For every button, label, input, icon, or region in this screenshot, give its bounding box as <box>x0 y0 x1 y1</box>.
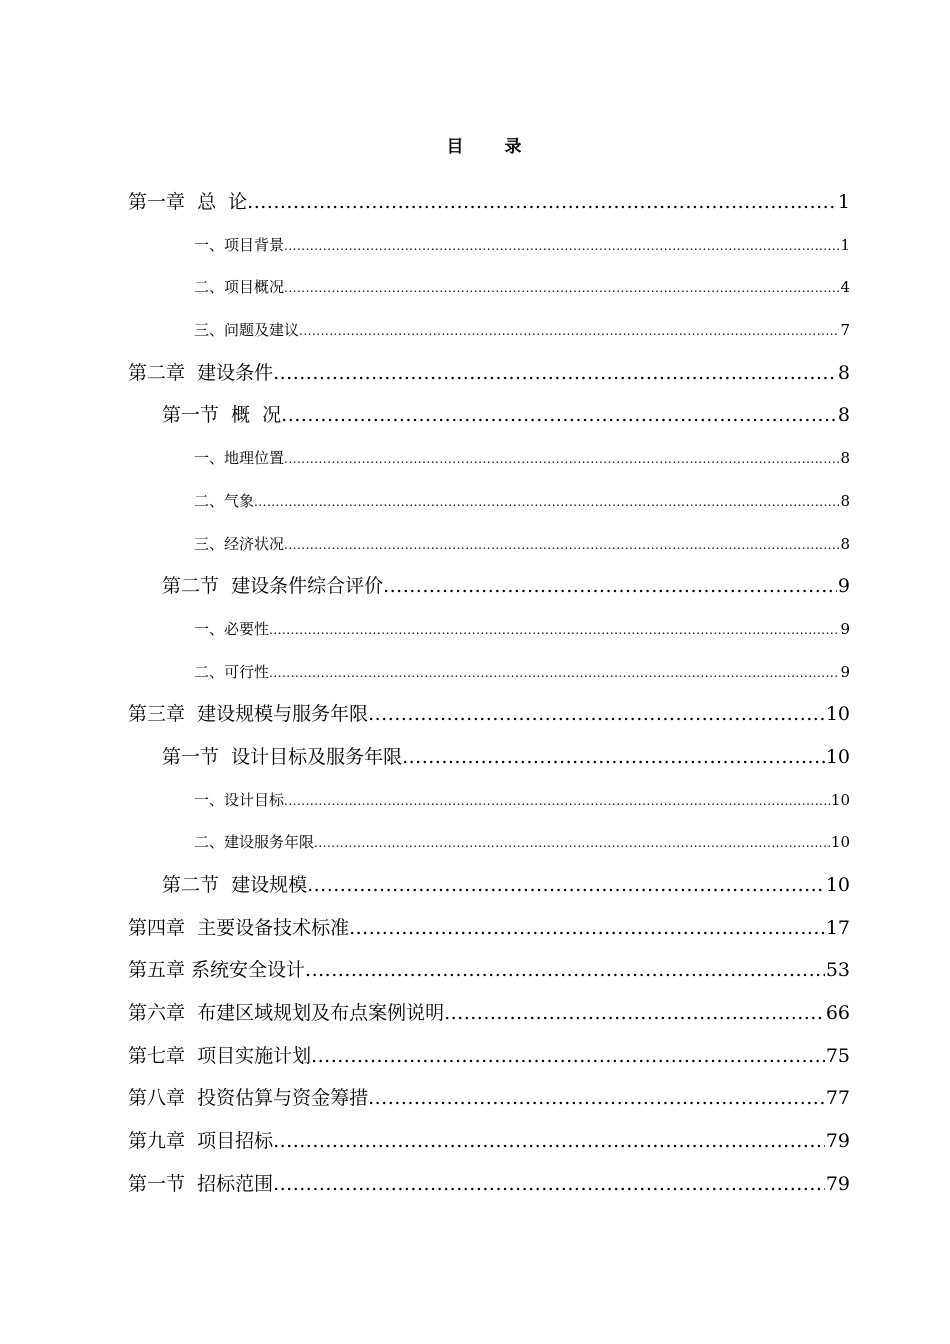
toc-entry[interactable] <box>128 565 850 608</box>
toc-entry-page-number: 75 <box>825 1044 850 1067</box>
toc-entry-page-number: 53 <box>825 959 850 982</box>
toc-dot-leader <box>284 225 839 268</box>
toc-entry-page-number: 7 <box>840 321 850 340</box>
toc-entry[interactable] <box>128 693 850 736</box>
table-of-contents <box>128 181 850 1206</box>
toc-entry-page-number: 10 <box>825 874 850 896</box>
toc-entry-label: 第一节 招标范围 <box>128 1172 274 1195</box>
toc-dot-leader <box>269 652 839 695</box>
toc-entry-label: 一、必要性 <box>194 619 270 638</box>
toc-dot-leader <box>284 780 830 823</box>
toc-entry-page-number: 8 <box>840 491 850 510</box>
toc-entry[interactable] <box>128 736 850 779</box>
toc-entry-label: 第五章 系统安全设计 <box>128 959 306 982</box>
toc-dot-leader <box>299 310 839 353</box>
toc-entry-page-number: 8 <box>840 534 850 553</box>
toc-dot-leader <box>349 907 825 950</box>
toc-entry-label: 一、地理位置 <box>194 449 285 468</box>
toc-entry-label: 第二节 建设条件综合评价 <box>162 575 384 598</box>
toc-entry[interactable] <box>128 949 850 992</box>
toc-entry-label: 第六章 布建区域规划及布点案例说明 <box>128 1002 445 1025</box>
toc-entry-label: 二、项目概况 <box>194 278 285 297</box>
toc-entry[interactable] <box>128 779 850 822</box>
toc-entry-label: 第一章 总 论 <box>128 191 248 213</box>
toc-entry[interactable] <box>128 1077 850 1120</box>
toc-dot-leader <box>254 481 839 524</box>
toc-entry-label: 第三章 建设规模与服务年限 <box>128 703 369 726</box>
toc-entry-page-number: 66 <box>825 1002 850 1025</box>
toc-dot-leader <box>247 181 837 224</box>
toc-dot-leader <box>273 1163 825 1206</box>
toc-entry-page-number: 1 <box>837 191 850 213</box>
toc-entry-page-number: 4 <box>840 278 850 297</box>
toc-entry-label: 第一节 概 况 <box>162 404 282 427</box>
toc-entry-label: 三、问题及建议 <box>194 321 300 340</box>
toc-entry[interactable] <box>128 1163 850 1206</box>
toc-dot-leader <box>307 864 825 907</box>
toc-entry-page-number: 10 <box>830 790 850 809</box>
toc-entry-page-number: 79 <box>825 1130 850 1153</box>
toc-dot-leader <box>368 1077 825 1120</box>
toc-entry-label: 第一节 设计目标及服务年限 <box>162 745 403 768</box>
toc-entry-label: 二、气象 <box>194 491 255 510</box>
toc-entry-label: 第九章 项目招标 <box>128 1130 274 1153</box>
toc-entry-label: 第四章 主要设备技术标准 <box>128 916 350 939</box>
toc-entry-page-number: 77 <box>825 1087 850 1110</box>
toc-dot-leader <box>284 438 839 481</box>
toc-entry-page-number: 9 <box>840 662 850 681</box>
toc-dot-leader <box>368 693 825 736</box>
toc-entry-label: 第二节 建设规模 <box>162 874 308 896</box>
toc-entry-label: 二、可行性 <box>194 662 270 681</box>
toc-entry-label: 第二章 建设条件 <box>128 361 274 384</box>
toc-entry[interactable] <box>128 352 850 395</box>
toc-dot-leader <box>284 267 839 310</box>
toc-dot-leader <box>311 1035 825 1078</box>
toc-entry-page-number: 79 <box>825 1172 850 1195</box>
toc-dot-leader <box>269 609 839 652</box>
toc-entry[interactable] <box>128 523 850 566</box>
toc-entry[interactable] <box>128 651 850 694</box>
toc-entry[interactable] <box>128 480 850 523</box>
toc-entry-page-number: 8 <box>837 361 850 384</box>
toc-title: 目 录 <box>446 137 534 157</box>
toc-entry-label: 三、经济状况 <box>194 534 285 553</box>
toc-dot-leader <box>284 524 839 567</box>
toc-entry[interactable] <box>128 181 850 224</box>
toc-dot-leader <box>273 352 837 395</box>
toc-entry[interactable] <box>128 608 850 651</box>
toc-entry[interactable] <box>128 821 850 864</box>
toc-entry[interactable] <box>128 224 850 267</box>
toc-entry[interactable] <box>128 266 850 309</box>
toc-entry-page-number: 8 <box>837 404 850 427</box>
toc-dot-leader <box>305 949 825 992</box>
toc-entry[interactable] <box>128 907 850 950</box>
toc-entry[interactable] <box>128 864 850 907</box>
toc-dot-leader <box>402 736 825 779</box>
toc-entry-page-number: 8 <box>840 449 850 468</box>
toc-dot-leader <box>314 822 830 865</box>
toc-entry-label: 第七章 项目实施计划 <box>128 1044 312 1067</box>
toc-entry[interactable] <box>128 1035 850 1078</box>
toc-entry-page-number: 17 <box>825 916 850 939</box>
toc-entry[interactable] <box>128 309 850 352</box>
toc-dot-leader <box>273 1120 825 1163</box>
toc-dot-leader <box>281 394 837 437</box>
toc-entry-page-number: 10 <box>825 745 850 768</box>
toc-entry[interactable] <box>128 1120 850 1163</box>
toc-entry-page-number: 10 <box>830 833 850 852</box>
toc-entry[interactable] <box>128 394 850 437</box>
toc-dot-leader <box>383 565 837 608</box>
toc-entry-page-number: 1 <box>840 235 850 254</box>
toc-entry[interactable] <box>128 992 850 1035</box>
toc-entry-label: 一、项目背景 <box>194 235 285 254</box>
toc-entry[interactable] <box>128 437 850 480</box>
toc-entry-label: 第八章 投资估算与资金筹措 <box>128 1087 369 1110</box>
toc-entry-label: 二、建设服务年限 <box>194 833 315 852</box>
toc-entry-page-number: 9 <box>837 575 850 598</box>
toc-entry-page-number: 10 <box>825 703 850 726</box>
toc-dot-leader <box>444 992 825 1035</box>
toc-entry-page-number: 9 <box>840 619 850 638</box>
toc-entry-label: 一、设计目标 <box>194 790 285 809</box>
